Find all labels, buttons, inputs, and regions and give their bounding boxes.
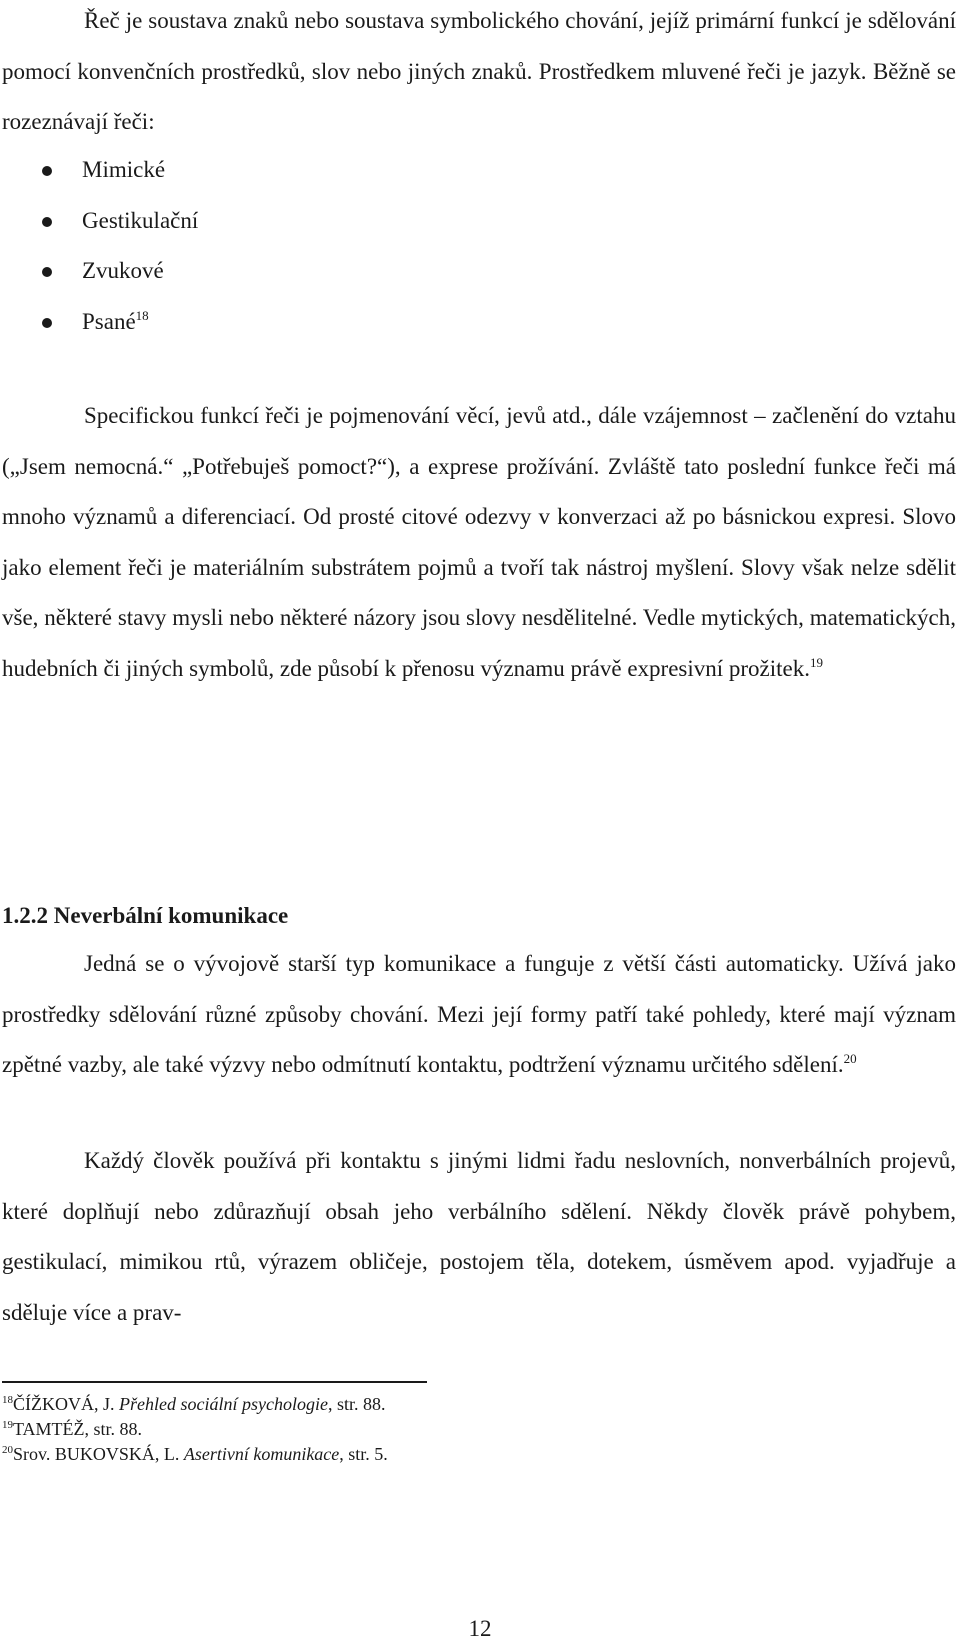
list-item-label: Psané <box>82 308 136 334</box>
bullet-icon <box>42 267 52 277</box>
list-item <box>0 145 198 196</box>
footnote-item <box>2 1392 388 1417</box>
bullet-icon <box>42 166 52 176</box>
footnote-title: Asertivní komunikace <box>183 1444 340 1464</box>
list-item-label: Gestikulační <box>82 207 199 233</box>
footnote-item <box>2 1417 388 1442</box>
paragraph-text: Specifickou funkcí řeči je pojmenování věcí, jevů atd., dále vzájemnost – začlenění do vztahu („Jsem nemocná.“ „Potřebuješ pomoct?“), a exprese prožívání. Zvláště tato poslední funkce řeči má mnoho významů a diferenciací. Od prosté citové odezvy v konverzaci až po básnickou expresi. Slovo jako element řeči je materiálním substrátem pojmů a tvoří tak nástroj myšlení. Slovy však nelze sdělit vše, některé stavy mysli nebo některé názory jsou slovy nesdělitelné. Vedle mytických, matematických, hudebních či jiných symbolů, zde působí k přenosu významu právě expresivní prožitek. <box>2 403 956 681</box>
footnote-separator <box>2 1381 427 1383</box>
list-item <box>0 196 198 247</box>
list-item <box>0 297 198 348</box>
footnote-reference[interactable]: 19 <box>810 654 823 670</box>
footnote-pages: , str. 88. <box>327 1394 386 1414</box>
paragraph-nonverbal-intro <box>2 939 956 1091</box>
list-item-label: Zvukové <box>82 258 164 283</box>
footnote-number: 18 <box>2 1394 13 1406</box>
paragraph-text: Řeč je soustava znaků nebo soustava symbolického chování, jejíž primární funkcí je sdělování pomocí konvenčních prostředků, slov nebo jiných znaků. Prostředkem mluvené řeči je jazyk. Běžně se rozeznávají řeči: <box>2 8 956 134</box>
footnote-author: TAMTÉŽ, str. 88. <box>13 1419 143 1439</box>
list-item <box>0 246 198 297</box>
paragraph-speech-definition <box>2 0 956 148</box>
paragraph-nonverbal-expressions <box>2 1136 956 1338</box>
paragraph-text: Každý člověk používá při kontaktu s jinými lidmi řadu neslovních, nonverbálních projevů, které doplňují nebo zdůrazňují obsah jeho verbálního sdělení. Někdy člověk právě pohybem, gestikulací, mimikou rtů, výrazem obličeje, postojem těla, dotekem, úsměvem apod. vyjadřuje a sděluje více a prav- <box>2 1148 956 1325</box>
footnote-reference[interactable]: 18 <box>135 307 149 323</box>
footnote-item <box>2 1442 388 1467</box>
footnote-author: Srov. BUKOVSKÁ, L. <box>13 1444 180 1464</box>
paragraph-text: Jedná se o vývojově starší typ komunikace a funguje z větší části automaticky. Užívá jako prostředky sdělování různé způsoby chování. Mezi její formy patří také pohledy, které mají význam zpětné vazby, ale také výzvy nebo odmítnutí kontaktu, podtržení významu určitého sdělení. <box>2 951 956 1077</box>
footnote-title: Přehled sociální psychologie <box>119 1394 328 1414</box>
footnote-pages: , str. 5. <box>339 1444 388 1464</box>
page-number: 12 <box>468 1616 492 1641</box>
footnotes-list <box>2 1392 388 1467</box>
section-heading: 1.2.2 Neverbální komunikace <box>2 903 289 928</box>
footnote-reference[interactable]: 20 <box>843 1051 857 1066</box>
bullet-icon <box>42 217 52 227</box>
paragraph-speech-functions <box>2 391 956 694</box>
footnote-number: 19 <box>2 1419 13 1431</box>
footnote-author: ČÍŽKOVÁ, J. <box>13 1394 115 1414</box>
bullet-icon <box>42 318 52 328</box>
footnote-number: 20 <box>2 1444 13 1456</box>
list-item-label: Mimické <box>82 157 166 182</box>
speech-types-list <box>0 145 198 347</box>
